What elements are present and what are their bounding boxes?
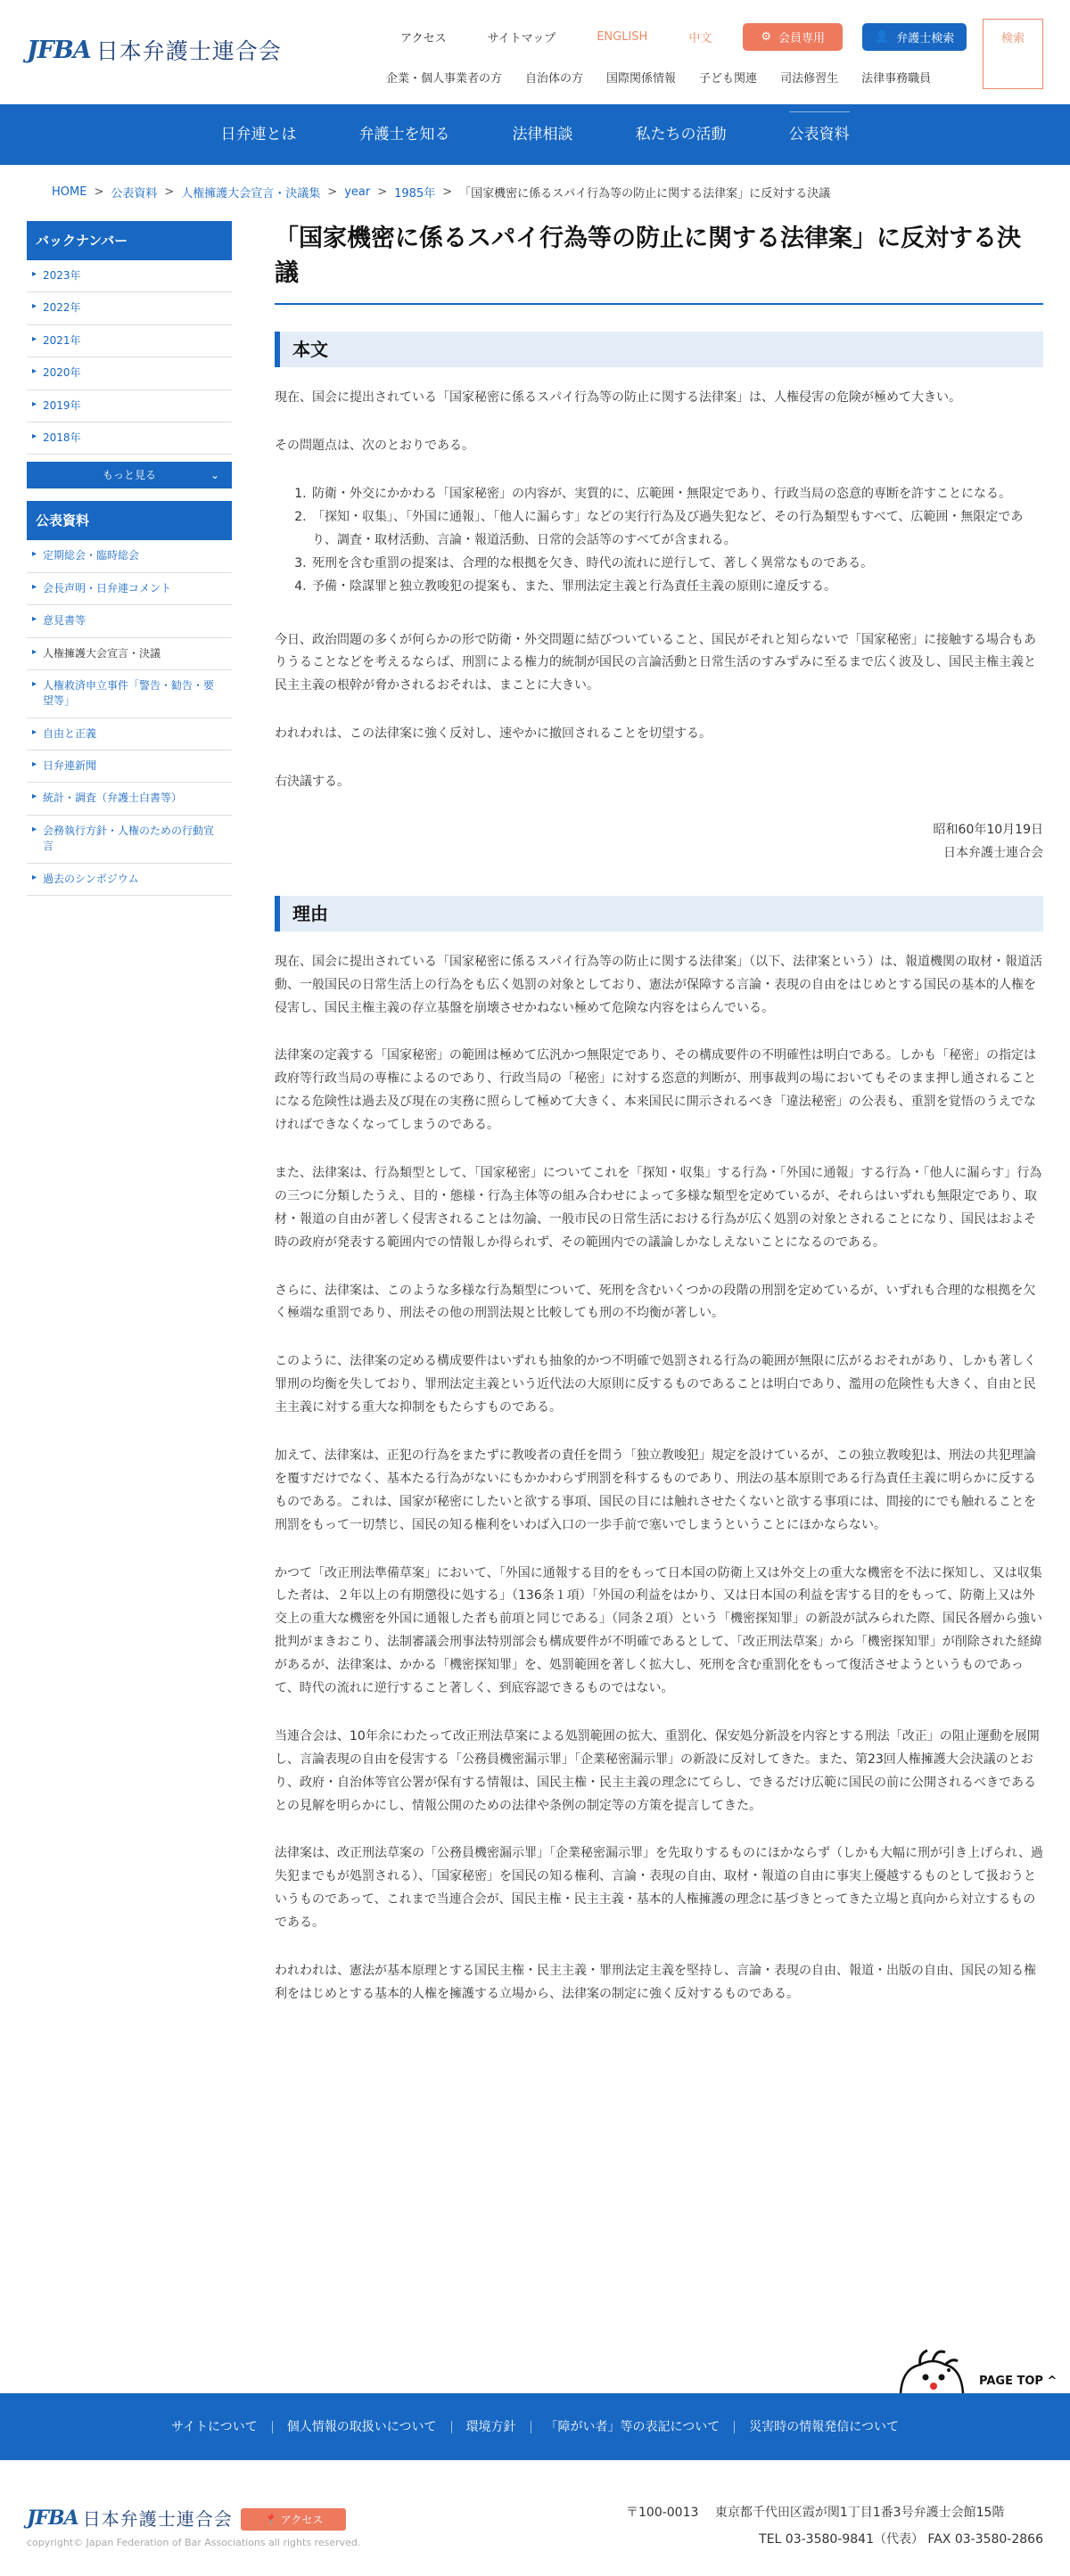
list-item: 3. 死刑を含む重罰の提案は、合理的な根拠を欠き、時代の流れに逆行して、著しく異常なものである。 (310, 553, 1043, 576)
footer-link-privacy[interactable]: 個人情報の取扱いについて (272, 2421, 451, 2433)
sidebar-item-human-rights-relief[interactable]: ▸ 人権救済申立事件「警告・勧告・要望等」 (27, 670, 232, 718)
breadcrumb-separator: > (442, 185, 453, 199)
list-item: 2. 「探知・収集」、「外国に通報」、「他人に漏らす」などの実行行為及び過失犯など、その行為類型もすべて、広範囲・無限定であり、調査・取材活動、言論・報道活動、日常的会話等のすべてが含まれる。 (310, 506, 1043, 553)
english-link[interactable]: ENGLISH (597, 30, 648, 44)
breadcrumb-separator: > (94, 185, 104, 199)
audience-link-municipality[interactable]: 自治体の方 (525, 72, 584, 86)
site-header (0, 0, 1070, 104)
breadcrumb-separator: > (377, 185, 388, 199)
page-top-button[interactable] (893, 2342, 1057, 2395)
paragraph: 現在、国会に提出されている「国家秘密に係るスパイ行為等の防止に関する法律案」は、人権侵害の危険が極めて大きい。 (275, 390, 961, 406)
paragraph: その問題点は、次のとおりである。 (275, 439, 474, 454)
footer-link-disability-notation[interactable]: 「障がい者」等の表記について (531, 2421, 735, 2433)
lawyer-search-button[interactable] (862, 23, 967, 51)
footer-link-environment[interactable]: 環境方針 (451, 2421, 531, 2433)
sidebar-item-freedom-justice[interactable]: ▸ 自由と正義 (27, 718, 232, 751)
show-more-label: もっと見る (102, 469, 156, 482)
nav-know-lawyers[interactable]: 弁護士を知る (358, 126, 450, 144)
audience-link-business[interactable]: 企業・個人事業者の方 (386, 72, 503, 86)
breadcrumb-separator: > (164, 185, 175, 199)
breadcrumb-publications[interactable]: 公表資料 (111, 187, 158, 201)
breadcrumb-separator: > (327, 185, 338, 199)
breadcrumb-year[interactable]: year (344, 185, 371, 199)
paragraph: 右決議する。 (275, 775, 350, 790)
publications-list (27, 540, 232, 896)
chinese-link[interactable]: 中文 (688, 32, 712, 45)
sidebar-item-2021[interactable]: ▸ 2021年 (27, 325, 232, 357)
sidebar-item-2020[interactable]: ▸ 2020年 (27, 357, 232, 390)
backnumber-heading: バックナンバー (27, 221, 232, 260)
sidebar-item-president-statements[interactable]: ▸ 会長声明・日弁連コメント (27, 573, 232, 605)
person-icon: 👤 (875, 30, 890, 44)
location-pin-icon: 📍 (264, 2514, 281, 2526)
page-top-label: PAGE TOP ^ (979, 2374, 1058, 2388)
sidebar (27, 221, 232, 896)
breadcrumb-current: 「国家機密に係るスパイ行為等の防止に関する法律案」に反対する決議 (459, 187, 831, 201)
sidebar-item-2022[interactable]: ▸ 2022年 (27, 292, 232, 324)
paragraph: 加えて、法律案は、正犯の行為をまたずに教唆者の責任を問う「独立教唆犯」規定を設けているが、この独立教唆犯は、刑法の共犯理論を覆すだけでなく、基本たる行為がないにもかかわらず刑罰を科するものであり、刑法の基本原則である行為責任主義に明らかに反するものである。これは、国家が秘密にしたいと欲する事項、国民の目には触れさせたくないと欲する事項には、間接的にでも触れることを刑罰をもって一切禁じ、国民の知る権利をいわば入口の一歩手前で塞いでしまうということにほかならない。 (275, 1448, 1036, 1532)
copyright: copyright© Japan Federation of Bar Associations all rights reserved. (27, 2537, 361, 2548)
member-only-button[interactable] (743, 23, 843, 51)
access-link[interactable]: アクセス (400, 32, 447, 45)
footer-nav (0, 2393, 1070, 2460)
sidebar-item-general-meeting[interactable]: ▸ 定期総会・臨時総会 (27, 540, 232, 572)
nav-publications[interactable]: 公表資料 (758, 104, 881, 165)
paragraph: かつて「改正刑法準備草案」において、「外国に通報する目的をもって日本国の防衛上又は外交上の重大な機密を不法に探知し、又は収集した者は、２年以上の有期懲役に処する」（136条１項）「外国の利益をはかり、又は日本国の利益を害する目的をもって、防衛上又は外交上の重大な機密を外国に通報した者も前項と同じである」（同条２項）という「機密探知罪」の新設が試みられた際、国民各層から強い批判がまきおこり、法制審議会刑事法特別部会も構成要件が不明確であるとして、「改正刑法草案」から「機密探知罪」が削除された経緯があるが、法律案は、かかる「機密探知罪」を、処罰範囲を著しく拡大し、死刑を含む重罰化をもって復活させようというものであって、時代の流れに逆行すること著しく、到底容認できるものではない。 (275, 1565, 1042, 1696)
sidebar-item-2019[interactable]: ▸ 2019年 (27, 390, 232, 422)
breadcrumb-1985[interactable]: 1985年 (394, 187, 436, 201)
audience-link-children[interactable]: 子ども関連 (699, 72, 758, 86)
site-footer (0, 2460, 1070, 2576)
problem-list (310, 483, 1043, 598)
logo-mark: JFBA (27, 2506, 78, 2530)
sidebar-item-newspaper[interactable]: ▸ 日弁連新聞 (27, 751, 232, 783)
resolution-org: 日本弁護士連合会 (943, 845, 1043, 860)
nav-about[interactable]: 日弁連とは (220, 126, 297, 144)
footer-access-label: アクセス (280, 2514, 324, 2526)
search-button[interactable]: 検索 (983, 19, 1043, 89)
section-heading-main-text: 本文 (275, 332, 1043, 367)
paragraph: さらに、法律案は、このような多様な行為類型について、死刑を含むいくつかの段階の刑罰を定めているが、いずれも合理的な根拠を欠く極端な重罰であり、刑法その他の刑罰法規と比較しても刑の不均衡が著しい。 (275, 1283, 1036, 1321)
paragraph: われわれは、憲法が基本原理とする国民主権・民主主義・罪刑法定主義を堅持し、言論・表現の自由、報道・出版の自由、国民の知る権利をはじめとする基本的人権を擁護する立場から、法律案の制定に強く反対するものである。 (275, 1964, 1036, 2001)
paragraph: このように、法律案の定める構成要件はいずれも抽象的かつ不明確で処罰される行為の範囲が無限に広がるおそれがあり、しかも著しく罪刑の均衡を失しており、罪刑法定主義という近代法の大原則に反するものであることは明白であり、濫用の危険性も大きく、自由と民主主義に対する重大な抑制をもたらすものである。 (275, 1354, 1036, 1415)
logo-mark: JFBA (27, 36, 91, 64)
audience-link-clerks[interactable]: 法律事務職員 (861, 72, 932, 86)
sitemap-link[interactable]: サイトマップ (487, 32, 556, 45)
sidebar-item-human-rights-resolutions[interactable]: ▸ 人権擁護大会宣言・決議 (27, 638, 232, 670)
logo-text: 日本弁護士連合会 (82, 2508, 233, 2530)
footer-tel: TEL 03-3580-9841（代表） FAX 03-3580-2866 (759, 2532, 1043, 2547)
footer-link-about-site[interactable]: サイトについて (171, 2419, 258, 2434)
show-more-button[interactable] (27, 462, 232, 488)
footer-address: 〒100-0013 東京都千代田区霞が関1丁目1番3号弁護士会館15階 (626, 2506, 1005, 2520)
paragraph: 今日、政治問題の多くが何らかの形で防衛・外交問題に結びついていること、国民がそれと知らないで「国家秘密」に接触する場合もありうることなどを考えるならば、刑罰による権力的統制が国民の言論活動と日常生活のすみずみに至るまで広く波及し、国民主権主義と民主主義の根幹が脅かされるおそれは、まことに大きい。 (275, 632, 1036, 693)
paragraph: 当連合会は、10年余にわたって改正刑法草案による処罰範囲の拡大、重罰化、保安処分新設を内容とする刑法「改正」の阻止運動を展開し、言論表現の自由を侵害する「公務員機密漏示罪」「企業秘密漏示罪」の新設に反対してきた。また、第23回人権擁護大会決議のとおり、政府・自治体等官公署が保有する情報は、国民主権・民主主義の理念にてらし、できるだけ広範に国民の前に公開されるべきであるとの見解を明らかにし、情報公開のための法律や条例の制定等の方策を提言してきた。 (275, 1728, 1040, 1813)
nav-legal-consultation[interactable]: 法律相談 (512, 126, 573, 144)
page-title: 「国家機密に係るスパイ行為等の防止に関する法律案」に反対する決議 (275, 221, 1043, 305)
footer-logo[interactable] (27, 2505, 233, 2531)
signature-block (275, 819, 1043, 866)
member-only-label: 会員専用 (778, 32, 826, 45)
sidebar-item-past-symposiums[interactable]: ▸ 過去のシンポジウム (27, 864, 232, 896)
paragraph: われわれは、この法律案に強く反対し、速やかに撤回されることを切望する。 (275, 726, 712, 742)
global-nav (0, 104, 1070, 165)
chevron-down-icon: ⌄ (210, 469, 219, 482)
audience-link-international[interactable]: 国際関係情報 (606, 72, 677, 86)
paragraph: 現在、国会に提出されている「国家秘密に係るスパイ行為等の防止に関する法律案」（以下、法律案という）は、報道機関の取材・報道活動、一般国民の日常生活上の行為をも広く処罰の対象としており、憲法が保障する言論・表現の自由をはじめとする国民の基本的人権を侵害し、国民主権主義の存立基盤を崩壊させかねない極めて危険な内容をはらんでいる。 (275, 954, 1042, 1015)
footer-access-button[interactable] (241, 2508, 346, 2531)
sidebar-item-opinions[interactable]: ▸ 意見書等 (27, 605, 232, 637)
nav-activities[interactable]: 私たちの活動 (635, 126, 727, 144)
top-links (380, 23, 967, 51)
paragraph: 法律案は、改正刑法草案の「公務員機密漏示罪」「企業秘密漏示罪」を先取りするものにほかならず（しかも大幅に刑が引き上げられ、過失犯までもが処罰される）、「国家秘密」を国民の知る権利、言論・表現の自由、取材・報道の自由に事実上優越するものとして扱おうというものであって、これまで当連合会が、国民主権・民主主義・基本的人権擁護の理念に基づきとってきた立場と真向から対立するものである。 (275, 1846, 1043, 1931)
breadcrumb (52, 184, 830, 201)
sidebar-item-statistics[interactable]: ▸ 統計・調査（弁護士白書等） (27, 783, 232, 815)
sidebar-item-policy[interactable]: ▸ 会務執行方針・人権のための行動宣言 (27, 816, 232, 864)
logo-text: 日本弁護士連合会 (95, 38, 282, 64)
publications-heading: 公表資料 (27, 501, 232, 540)
audience-links (374, 69, 942, 86)
footer-link-disaster-info[interactable]: 災害時の情報発信について (734, 2421, 913, 2433)
mascot-icon (893, 2342, 970, 2395)
sidebar-item-2023[interactable]: ▸ 2023年 (27, 260, 232, 292)
gear-icon: ⚙ (761, 30, 771, 44)
list-item: 1. 防衛・外交にかかわる「国家秘密」の内容が、実質的に、広範囲・無限定であり、行政当局の恣意的専断を許すことになる。 (310, 483, 1043, 506)
paragraph: 法律案の定義する「国家秘密」の範囲は極めて広汎かつ無限定であり、その構成要件の不明確性は明白である。しかも「秘密」の指定は政府等行政当局の専権によるのであり、行政当局の「秘密」に対する恣意的判断が、刑事裁判の場においてもそのまま押し通されることになる危険性は過去及び現在の実務に照らして極めて大きく、本来国民に開示されるべき「違法秘密」の公表も、重罰を覚悟のうえでなければできなくなってしまうのである。 (275, 1048, 1036, 1133)
main-content (275, 221, 1043, 2006)
breadcrumb-home[interactable]: HOME (52, 185, 87, 199)
backnumber-list (27, 260, 232, 455)
lawyer-search-label: 弁護士検索 (896, 32, 955, 45)
breadcrumb-resolutions[interactable]: 人権擁護大会宣言・決議集 (181, 187, 321, 201)
audience-link-trainees[interactable]: 司法修習生 (780, 72, 839, 86)
list-item: 4. 予備・陰謀罪と独立教唆犯の提案も、また、罪刑法定主義と行為責任主義の原則に違反する。 (310, 576, 1043, 599)
site-logo[interactable] (27, 34, 282, 66)
resolution-date: 昭和60年10月19日 (933, 822, 1043, 837)
sidebar-item-2018[interactable]: ▸ 2018年 (27, 422, 232, 455)
section-heading-reasons: 理由 (275, 896, 1043, 931)
paragraph: また、法律案は、行為類型として、「国家秘密」についてこれを「探知・収集」する行為・「外国に通報」する行為・「他人に漏らす」行為の三つに分類したうえ、目的・態様・行為主体等の組み合わせによって多様な類型を定めているが、それらはいずれも無限定であり、取材・報道の自由が著しく侵害されることは勿論、一般市民の日常生活における行為が広く処罰の対象とされることになり、国民はおよそ時の政府が発表する範囲内での情報しか得られず、その範囲内での議論しかなしえないことになるのである。 (275, 1165, 1042, 1250)
